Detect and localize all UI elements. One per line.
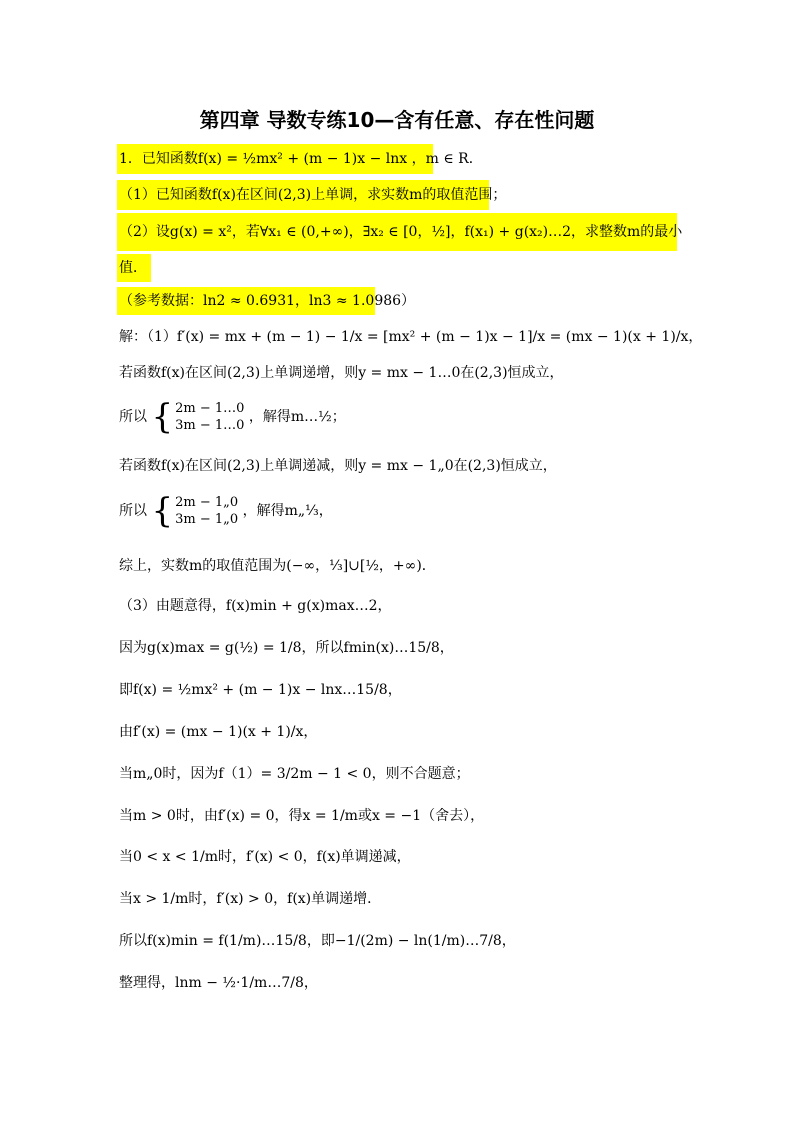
solution-line-3 <box>119 397 346 437</box>
solution-line-5-prefix: 所以 <box>119 503 147 519</box>
solution-line-16: 整理得，lnm − ½·1/m…7/8， <box>119 975 318 991</box>
solution-line-6: 综上，实数m的取值范围为(−∞，⅓]∪[½，+∞)． <box>119 558 436 574</box>
system-1-row-2: 3m − 1…0 <box>175 418 245 433</box>
problem-part1: （1）已知函数f(x)在区间(2,3)上单调，求实数m的取值范围； <box>119 187 507 203</box>
system-2-row-1: 2m − 1„0 <box>175 495 239 510</box>
solution-line-5-suffix: ，解得m„⅓， <box>242 503 333 519</box>
solution-line-4: 若函数f(x)在区间(2,3)上单调递减，则y = mx − 1„0在(2,3)恒成立， <box>119 458 557 474</box>
solution-line-13: 当0 < x < 1/m时，f′(x) < 0，f(x)单调递减， <box>119 849 411 865</box>
solution-line-2: 若函数f(x)在区间(2,3)上单调递增，则y = mx − 1…0在(2,3)恒成立， <box>119 365 564 381</box>
solution-line-10: 由f′(x) = (mx − 1)(x + 1)/x， <box>119 724 318 740</box>
system-1-row-1: 2m − 1…0 <box>175 401 245 416</box>
solution-line-1: 解：（1）f′(x) = mx + (m − 1) − 1/x = [mx² + (m − 1)x − 1]/x = (mx − 1)(x + 1)/x， <box>119 329 703 345</box>
solution-line-8: 因为g(x)max = g(½) = 1/8，所以fmin(x)…15/8， <box>119 640 454 656</box>
solution-line-9: 即f(x) = ½mx² + (m − 1)x − lnx…15/8， <box>119 682 402 698</box>
problem-stem: 1．已知函数f(x) = ½mx² + (m − 1)x − lnx ，m ∈ R． <box>119 151 483 167</box>
solution-line-3-prefix: 所以 <box>119 409 147 425</box>
solution-line-5 <box>119 491 333 531</box>
solution-line-12: 当m > 0时，由f′(x) = 0，得x = 1/m或x = −1（舍去）， <box>119 808 485 824</box>
problem-part2a: （2）设g(x) = x²，若∀x₁ ∈ (0,+∞)，∃x₂ ∈ [0，½]，f(x₁) + g(x₂)…2，求整数m的最小 <box>119 224 683 240</box>
brace-icon: { <box>151 397 174 437</box>
page-title: 第四章 导数专练10—含有任意、存在性问题 <box>199 108 595 132</box>
brace-icon: { <box>151 491 174 531</box>
problem-part2b: 值． <box>119 260 147 276</box>
solution-line-15: 所以f(x)min = f(1/m)…15/8，即−1/(2m) − ln(1/m)…7/8， <box>119 933 516 949</box>
inequality-system-1 <box>151 397 245 437</box>
solution-line-11: 当m„0时，因为f（1）= 3/2m − 1 < 0，则不合题意； <box>119 766 470 782</box>
reference-data: （参考数据：ln2 ≈ 0.6931，ln3 ≈ 1.0986） <box>119 293 416 309</box>
solution-line-7: （3）由题意得，f(x)min + g(x)max…2， <box>119 598 392 614</box>
inequality-system-2 <box>151 491 239 531</box>
solution-line-3-suffix: ，解得m…½； <box>248 409 346 425</box>
system-2-row-2: 3m − 1„0 <box>175 512 239 527</box>
solution-line-14: 当x > 1/m时，f′(x) > 0，f(x)单调递增． <box>119 891 382 907</box>
